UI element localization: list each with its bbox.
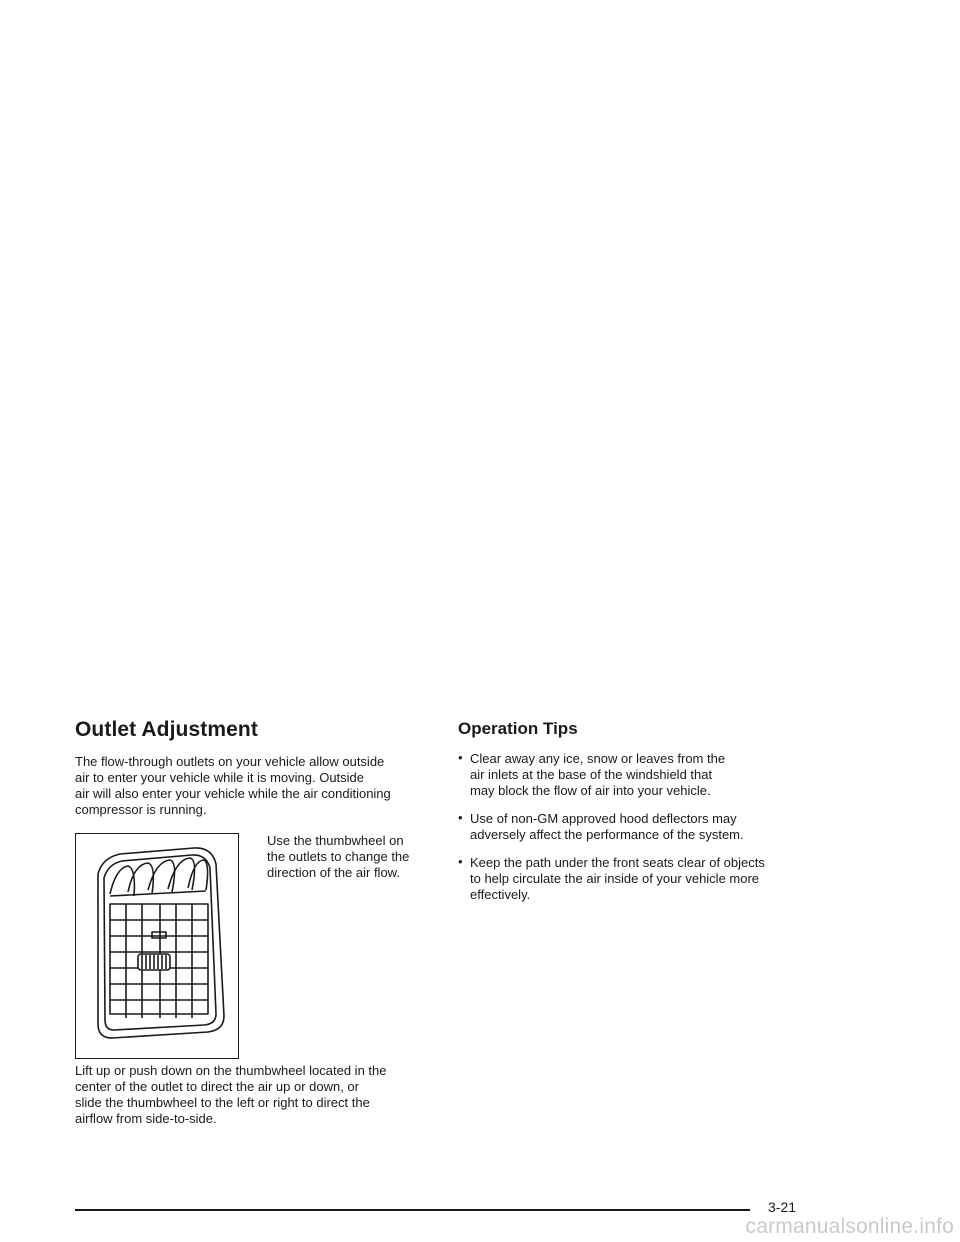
operation-tips-list	[458, 751, 818, 903]
page-number: 3-21	[768, 1199, 797, 1215]
tip-text: Clear away any ice, snow or leaves from the air inlets at the base of the windshield that may block the flow of air into your vehicle.	[470, 751, 726, 798]
outlet-figure-row	[75, 833, 435, 1063]
outlet-adjustment-heading: Outlet Adjustment	[75, 718, 258, 741]
air-outlet-illustration	[75, 833, 239, 1059]
list-item	[458, 855, 818, 903]
air-outlet-icon	[76, 834, 237, 1057]
bullet-icon: •	[458, 810, 463, 825]
watermark: carmanualsonline.info	[745, 1215, 954, 1238]
thumbwheel-instructions: Lift up or push down on the thumbwheel located in the center of the outlet to direct the air up or down, or slide the thumbwheel to the left or right to direct the airflow from side-to-side.	[75, 1063, 387, 1126]
outlet-adjustment-intro: The flow-through outlets on your vehicle allow outside air to enter your vehicle while it is moving. Outside air will also enter your vehicle while the air conditioning compressor is running.	[75, 754, 391, 817]
list-item	[458, 751, 818, 799]
list-item	[458, 811, 818, 843]
outlet-adjustment-section	[75, 716, 435, 1127]
bullet-icon: •	[458, 854, 463, 869]
operation-tips-section	[458, 718, 818, 915]
operation-tips-heading: Operation Tips	[458, 719, 578, 738]
bullet-icon: •	[458, 750, 463, 765]
footer-rule	[75, 1209, 750, 1211]
figure-caption: Use the thumbwheel on the outlets to change the direction of the air flow.	[267, 833, 410, 880]
tip-text: Use of non-GM approved hood deflectors may adversely affect the performance of the system.	[470, 811, 744, 842]
tip-text: Keep the path under the front seats clear of objects to help circulate the air inside of your vehicle more effectively.	[470, 855, 765, 902]
